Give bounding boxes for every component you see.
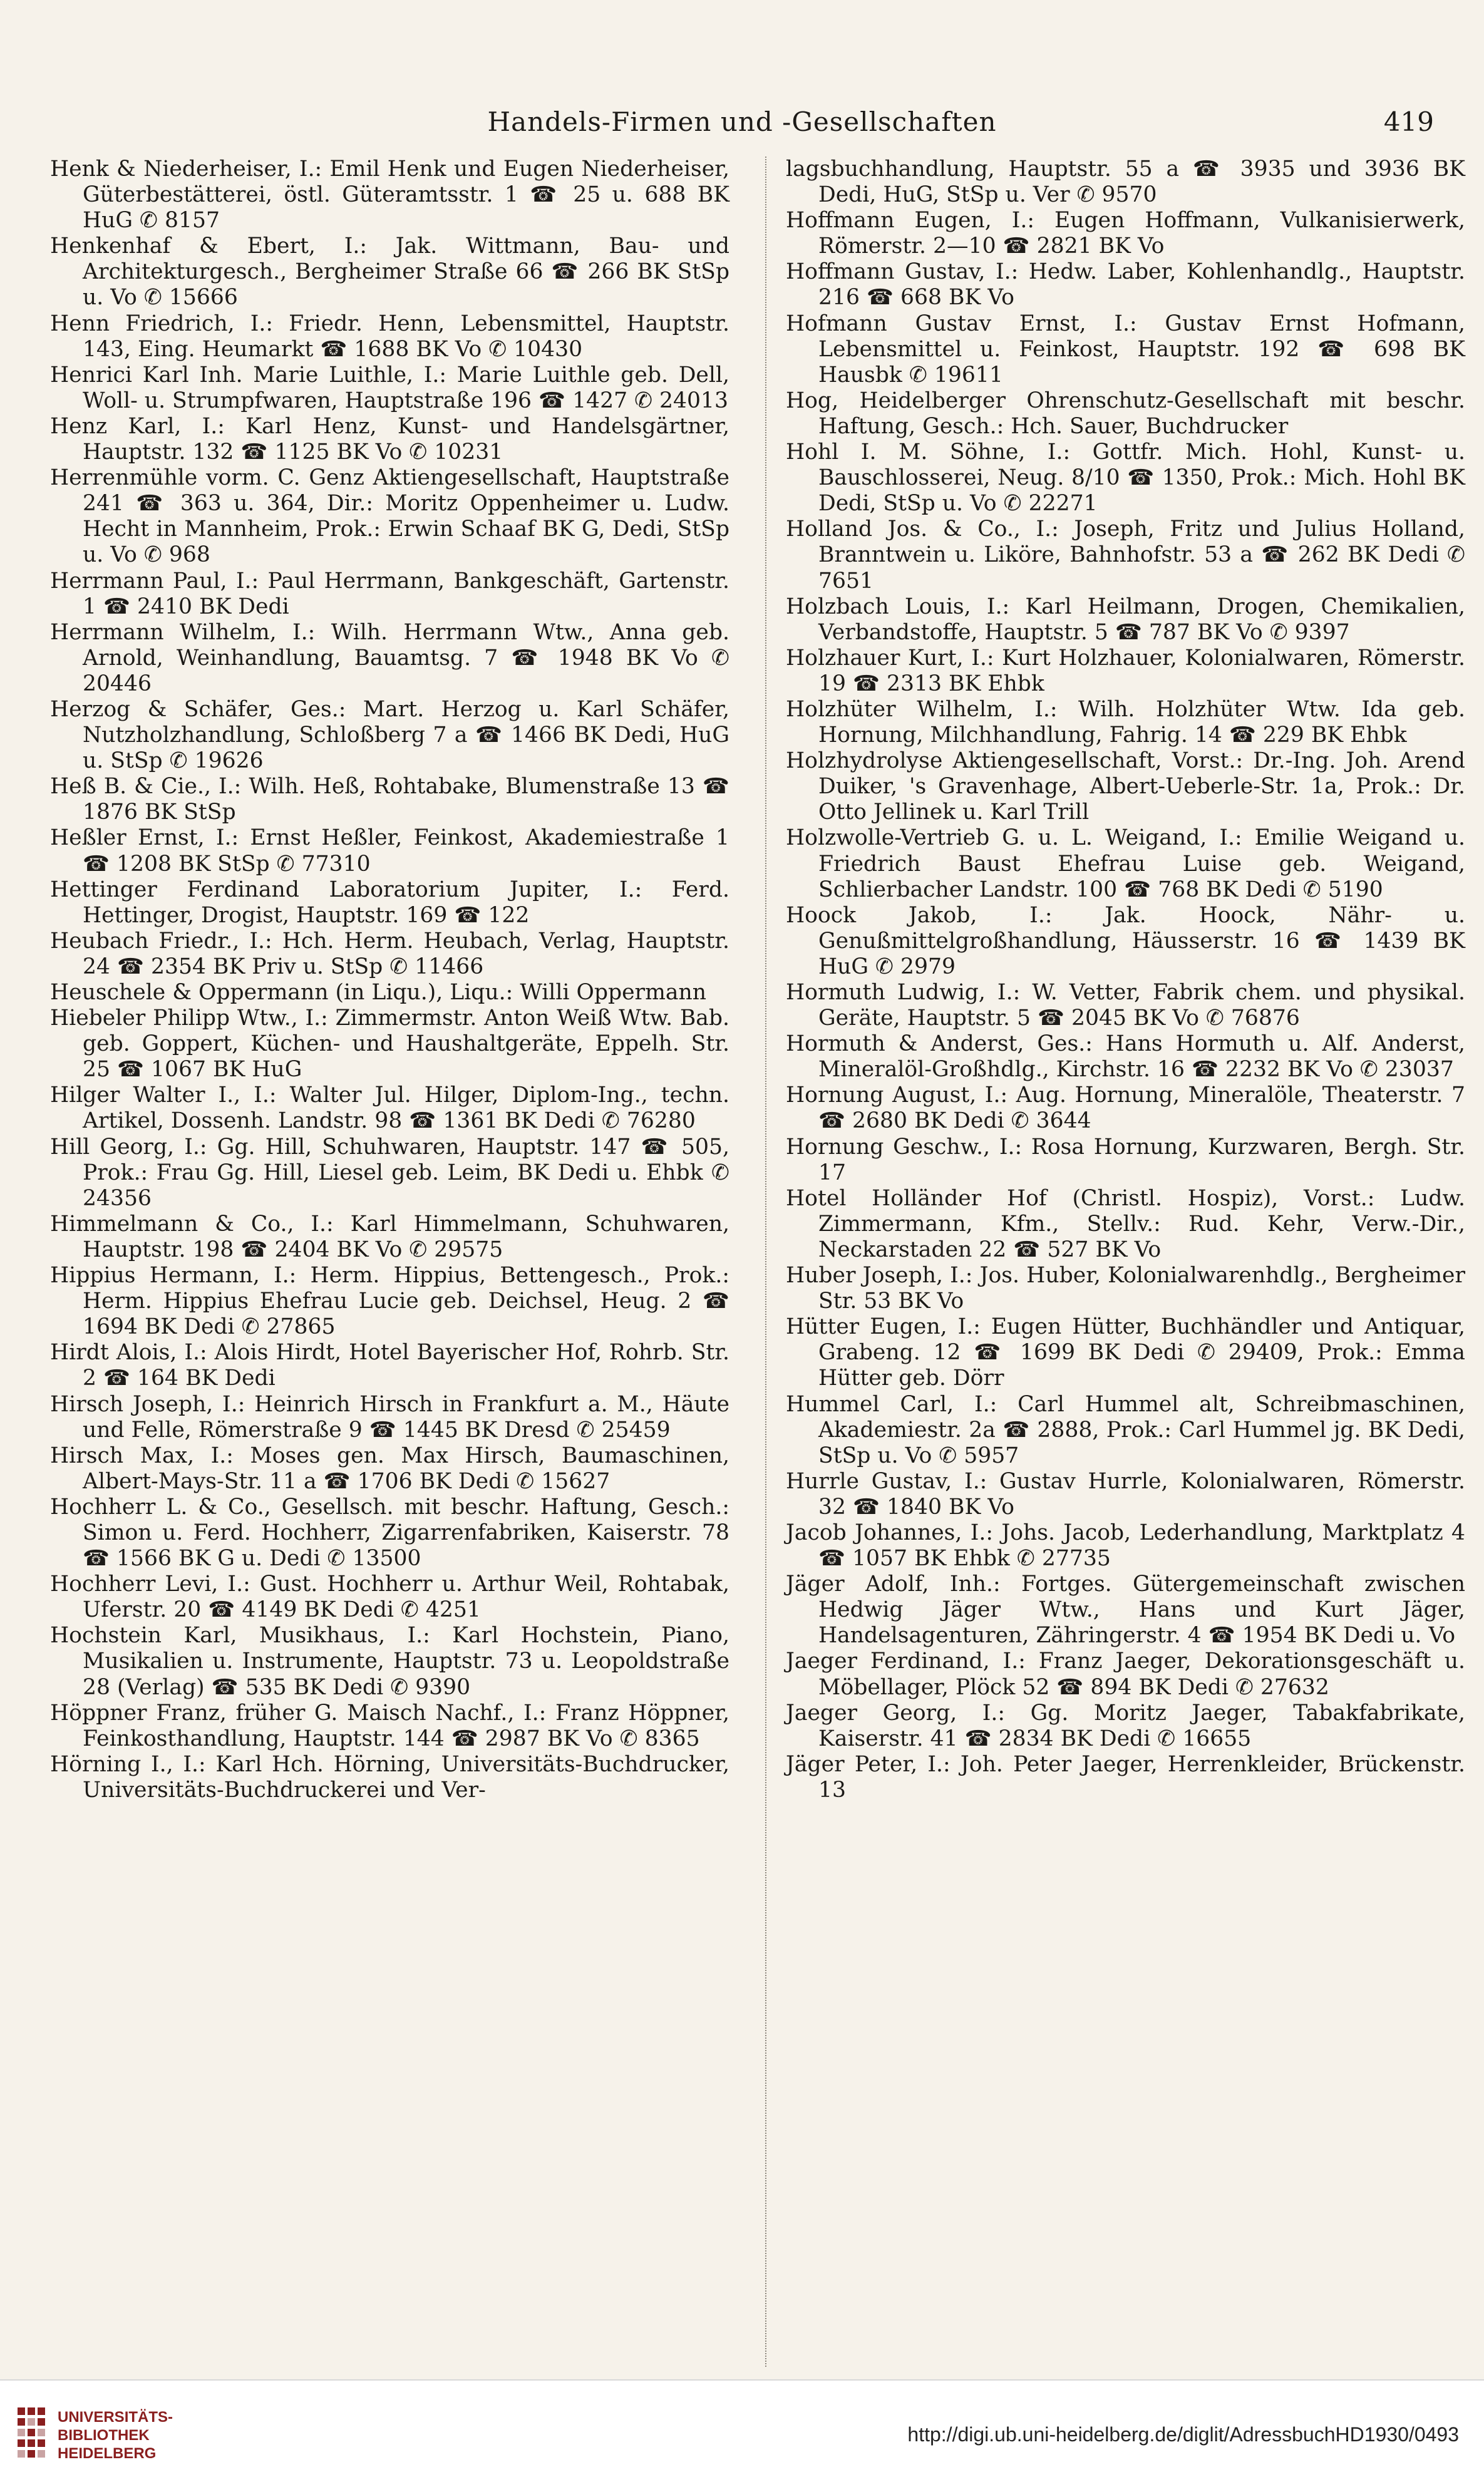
directory-entry: Hormuth & Anderst, Ges.: Hans Hormuth u. Alf. Anderst, Mineralöl-Großhdlg., Kirchstr. 16 ☎ 2232 BK Vo ✆ 23037 bbox=[786, 1031, 1465, 1083]
directory-entry: Höppner Franz, früher G. Maisch Nachf., I.: Franz Höppner, Feinkosthandlung, Hauptstr. 144 ☎ 2987 BK Vo ✆ 8365 bbox=[50, 1700, 729, 1751]
directory-entry: lagsbuchhandlung, Hauptstr. 55 a ☎ 3935 und 3936 BK Dedi, HuG, StSp u. Ver ✆ 9570 bbox=[786, 157, 1465, 208]
directory-entry: Hummel Carl, I.: Carl Hummel alt, Schreibmaschinen, Akademiestr. 2a ☎ 2888, Prok.: Carl Hummel jg. BK Dedi, StSp u. Vo ✆ 5957 bbox=[786, 1391, 1465, 1468]
directory-entry: Hochherr L. & Co., Gesellsch. mit beschr. Haftung, Gesch.: Simon u. Ferd. Hochherr, Zigarrenfabriken, Kaiserstr. 78 ☎ 1566 BK G u. Dedi ✆ 13500 bbox=[50, 1494, 729, 1572]
directory-entry: Holzbach Louis, I.: Karl Heilmann, Drogen, Chemikalien, Verbandstoffe, Hauptstr. 5 ☎ 787 BK Vo ✆ 9397 bbox=[786, 594, 1465, 645]
directory-entry: Henz Karl, I.: Karl Henz, Kunst- und Handelsgärtner, Hauptstr. 132 ☎ 1125 BK Vo ✆ 10231 bbox=[50, 413, 729, 465]
directory-entry: Henrici Karl Inh. Marie Luithle, I.: Marie Luithle geb. Dell, Woll- u. Strumpfwaren, Hauptstraße 196 ☎ 1427 ✆ 24013 bbox=[50, 362, 729, 413]
column-divider bbox=[765, 157, 766, 2367]
directory-entry: Hohl I. M. Söhne, I.: Gottfr. Mich. Hohl, Kunst- u. Bauschlosserei, Neug. 8/10 ☎ 1350, Prok.: Mich. Hohl BK Dedi, StSp u. Vo ✆ 22271 bbox=[786, 440, 1465, 517]
directory-entry: Hochherr Levi, I.: Gust. Hochherr u. Arthur Weil, Rohtabak, Uferstr. 20 ☎ 4149 BK Dedi ✆ 4251 bbox=[50, 1572, 729, 1623]
library-seal-icon bbox=[13, 2404, 50, 2467]
library-logo[interactable] bbox=[13, 2399, 200, 2474]
directory-entry: Jäger Peter, I.: Joh. Peter Jaeger, Herrenkleider, Brückenstr. 13 bbox=[786, 1751, 1465, 1803]
directory-entry: Heubach Friedr., I.: Hch. Herm. Heubach, Verlag, Hauptstr. 24 ☎ 2354 BK Priv u. StSp ✆ 11466 bbox=[50, 928, 729, 979]
directory-entry: Hörning I., I.: Karl Hch. Hörning, Universitäts-Buchdrucker, Universitäts-Buchdruckerei und Ver- bbox=[50, 1751, 729, 1803]
page-number: 419 bbox=[1383, 106, 1434, 137]
left-column bbox=[50, 157, 729, 1803]
page-header bbox=[50, 100, 1434, 144]
directory-entry: Hoffmann Gustav, I.: Hedw. Laber, Kohlenhandlg., Hauptstr. 216 ☎ 668 BK Vo bbox=[786, 259, 1465, 311]
directory-entry: Herzog & Schäfer, Ges.: Mart. Herzog u. Karl Schäfer, Nutzholzhandlung, Schloßberg 7 a ☎ 1466 BK Dedi, HuG u. StSp ✆ 19626 bbox=[50, 696, 729, 774]
directory-entry: Herrenmühle vorm. C. Genz Aktiengesellschaft, Hauptstraße 241 ☎ 363 u. 364, Dir.: Moritz Oppenheimer u. Ludw. Hecht in Mannheim, Prok.: Erwin Schaaf BK G, Dedi, StSp u. Vo ✆ 968 bbox=[50, 465, 729, 568]
directory-entry: Henn Friedrich, I.: Friedr. Henn, Lebensmittel, Hauptstr. 143, Eing. Heumarkt ☎ 1688 BK Vo ✆ 10430 bbox=[50, 311, 729, 362]
directory-entry: Hill Georg, I.: Gg. Hill, Schuhwaren, Hauptstr. 147 ☎ 505, Prok.: Frau Gg. Hill, Liesel geb. Leim, BK Dedi u. Ehbk ✆ 24356 bbox=[50, 1134, 729, 1211]
library-name-line: UNIVERSITÄTS- bbox=[58, 2409, 173, 2426]
directory-entry: Henk & Niederheiser, I.: Emil Henk und Eugen Niederheiser, Güterbestätterei, östl. Güteramtsstr. 1 ☎ 25 u. 688 BK HuG ✆ 8157 bbox=[50, 157, 729, 234]
directory-entry: Hochstein Karl, Musikhaus, I.: Karl Hochstein, Piano, Musikalien u. Instrumente, Hauptstr. 73 u. Leopoldstraße 28 (Verlag) ☎ 535 BK Dedi ✆ 9390 bbox=[50, 1623, 729, 1700]
directory-entry: Jäger Adolf, Inh.: Fortges. Gütergemeinschaft zwischen Hedwig Jäger Wtw., Hans und Kurt Jäger, Handelsagenturen, Zähringerstr. 4 ☎ 1954 BK Dedi u. Vo bbox=[786, 1572, 1465, 1649]
directory-entry: Jaeger Georg, I.: Gg. Moritz Jaeger, Tabakfabrikate, Kaiserstr. 41 ☎ 2834 BK Dedi ✆ 16655 bbox=[786, 1700, 1465, 1751]
directory-entry: Herrmann Paul, I.: Paul Herrmann, Bankgeschäft, Gartenstr. 1 ☎ 2410 BK Dedi bbox=[50, 568, 729, 619]
directory-entry: Hiebeler Philipp Wtw., I.: Zimmermstr. Anton Weiß Wtw. Bab. geb. Goppert, Küchen- und Haushaltgeräte, Eppelh. Str. 25 ☎ 1067 BK HuG bbox=[50, 1006, 729, 1083]
right-column bbox=[786, 157, 1465, 1803]
directory-entry: Hornung August, I.: Aug. Hornung, Mineralöle, Theaterstr. 7 ☎ 2680 BK Dedi ✆ 3644 bbox=[786, 1083, 1465, 1134]
directory-entry: Hurrle Gustav, I.: Gustav Hurrle, Kolonialwaren, Römerstr. 32 ☎ 1840 BK Vo bbox=[786, 1468, 1465, 1520]
directory-entry: Heuschele & Oppermann (in Liqu.), Liqu.: Willi Oppermann bbox=[50, 980, 707, 1005]
directory-entry: Hotel Holländer Hof (Christl. Hospiz), Vorst.: Ludw. Zimmermann, Kfm., Stellv.: Rud. Kehr, Verw.-Dir., Neckarstaden 22 ☎ 527 BK Vo bbox=[786, 1185, 1465, 1262]
directory-entry: Hofmann Gustav Ernst, I.: Gustav Ernst Hofmann, Lebensmittel u. Feinkost, Hauptstr. 192 ☎ 698 BK Hausbk ✆ 19611 bbox=[786, 311, 1465, 388]
directory-entry: Hirsch Joseph, I.: Heinrich Hirsch in Frankfurt a. M., Häute und Felle, Römerstraße 9 ☎ 1445 BK Dresd ✆ 25459 bbox=[50, 1391, 729, 1443]
library-name-line: BIBLIOTHEK bbox=[58, 2427, 150, 2444]
directory-entry: Holzhauer Kurt, I.: Kurt Holzhauer, Kolonialwaren, Römerstr. 19 ☎ 2313 BK Ehbk bbox=[786, 645, 1465, 696]
directory-entry: Hoffmann Eugen, I.: Eugen Hoffmann, Vulkanisierwerk, Römerstr. 2—10 ☎ 2821 BK Vo bbox=[786, 208, 1465, 259]
directory-entry: Hütter Eugen, I.: Eugen Hütter, Buchhändler und Antiquar, Grabeng. 12 ☎ 1699 BK Dedi ✆ 29409, Prok.: Emma Hütter geb. Dörr bbox=[786, 1314, 1465, 1391]
directory-entry: Holzhydrolyse Aktiengesellschaft, Vorst.: Dr.-Ing. Joh. Arend Duiker, 's Gravenhage, Albert-Ueberle-Str. 1a, Prok.: Dr. Otto Jellinek u. Karl Trill bbox=[786, 748, 1465, 825]
directory-entry: Heßler Ernst, I.: Ernst Heßler, Feinkost, Akademiestraße 1 ☎ 1208 BK StSp ✆ 77310 bbox=[50, 825, 729, 877]
library-name bbox=[58, 2408, 173, 2463]
directory-entry: Hirsch Max, I.: Moses gen. Max Hirsch, Baumaschinen, Albert-Mays-Str. 11 a ☎ 1706 BK Dedi ✆ 15627 bbox=[50, 1443, 729, 1494]
directory-entry: Hormuth Ludwig, I.: W. Vetter, Fabrik chem. und physikal. Geräte, Hauptstr. 5 ☎ 2045 BK Vo ✆ 76876 bbox=[786, 980, 1465, 1031]
directory-entry: Jacob Johannes, I.: Johs. Jacob, Lederhandlung, Marktplatz 4 ☎ 1057 BK Ehbk ✆ 27735 bbox=[786, 1520, 1465, 1572]
directory-entry: Heß B. & Cie., I.: Wilh. Heß, Rohtabake, Blumenstraße 13 ☎ 1876 BK StSp bbox=[50, 774, 729, 825]
directory-entry: Hippius Hermann, I.: Herm. Hippius, Bettengesch., Prok.: Herm. Hippius Ehefrau Lucie geb. Deichsel, Heug. 2 ☎ 1694 BK Dedi ✆ 27865 bbox=[50, 1263, 729, 1340]
source-url-link[interactable]: http://digi.ub.uni-heidelberg.de/diglit/AdressbuchHD1930/0493 bbox=[907, 2423, 1459, 2446]
directory-entry: Jaeger Ferdinand, I.: Franz Jaeger, Dekorationsgeschäft u. Möbellager, Plöck 52 ☎ 894 BK Dedi ✆ 27632 bbox=[786, 1649, 1465, 1700]
directory-entry: Hilger Walter I., I.: Walter Jul. Hilger, Diplom-Ing., techn. Artikel, Dossenh. Landstr. 98 ☎ 1361 BK Dedi ✆ 76280 bbox=[50, 1083, 729, 1134]
running-head: Handels-Firmen und -Gesellschaften bbox=[487, 106, 997, 137]
directory-entry: Huber Joseph, I.: Jos. Huber, Kolonialwarenhdlg., Bergheimer Str. 53 BK Vo bbox=[786, 1263, 1465, 1314]
directory-entry: Herrmann Wilhelm, I.: Wilh. Herrmann Wtw., Anna geb. Arnold, Weinhandlung, Bauamtsg. 7 ☎ 1948 BK Vo ✆ 20446 bbox=[50, 619, 729, 696]
directory-entry: Holland Jos. & Co., I.: Joseph, Fritz und Julius Holland, Branntwein u. Liköre, Bahnhofstr. 53 a ☎ 262 BK Dedi ✆ 7651 bbox=[786, 517, 1465, 594]
directory-entry: Henkenhaf & Ebert, I.: Jak. Wittmann, Bau- und Architekturgesch., Bergheimer Straße 66 ☎ 266 BK StSp u. Vo ✆ 15666 bbox=[50, 234, 729, 311]
directory-entry: Hog, Heidelberger Ohrenschutz-Gesellschaft mit beschr. Haftung, Gesch.: Hch. Sauer, Buchdrucker bbox=[786, 388, 1465, 439]
directory-entry: Himmelmann & Co., I.: Karl Himmelmann, Schuhwaren, Hauptstr. 198 ☎ 2404 BK Vo ✆ 29575 bbox=[50, 1211, 729, 1262]
library-name-line: HEIDELBERG bbox=[58, 2445, 157, 2462]
directory-entry: Holzhüter Wilhelm, I.: Wilh. Holzhüter Wtw. Ida geb. Hornung, Milchhandlung, Fahrig. 14 ☎ 229 BK Ehbk bbox=[786, 696, 1465, 748]
directory-entry: Hoock Jakob, I.: Jak. Hoock, Nähr- u. Genußmittelgroßhandlung, Häusserstr. 16 ☎ 1439 BK HuG ✆ 2979 bbox=[786, 902, 1465, 979]
directory-entry: Hirdt Alois, I.: Alois Hirdt, Hotel Bayerischer Hof, Rohrb. Str. 2 ☎ 164 BK Dedi bbox=[50, 1340, 729, 1391]
directory-entry: Holzwolle-Vertrieb G. u. L. Weigand, I.: Emilie Weigand u. Friedrich Baust Ehefrau Luise geb. Weigand, Schlierbacher Landstr. 100 ☎ 768 BK Dedi ✆ 5190 bbox=[786, 825, 1465, 902]
directory-entry: Hettinger Ferdinand Laboratorium Jupiter, I.: Ferd. Hettinger, Drogist, Hauptstr. 169 ☎ 122 bbox=[50, 877, 729, 928]
viewer-footer bbox=[0, 2379, 1484, 2487]
directory-entry: Hornung Geschw., I.: Rosa Hornung, Kurzwaren, Bergh. Str. 17 bbox=[786, 1134, 1465, 1185]
